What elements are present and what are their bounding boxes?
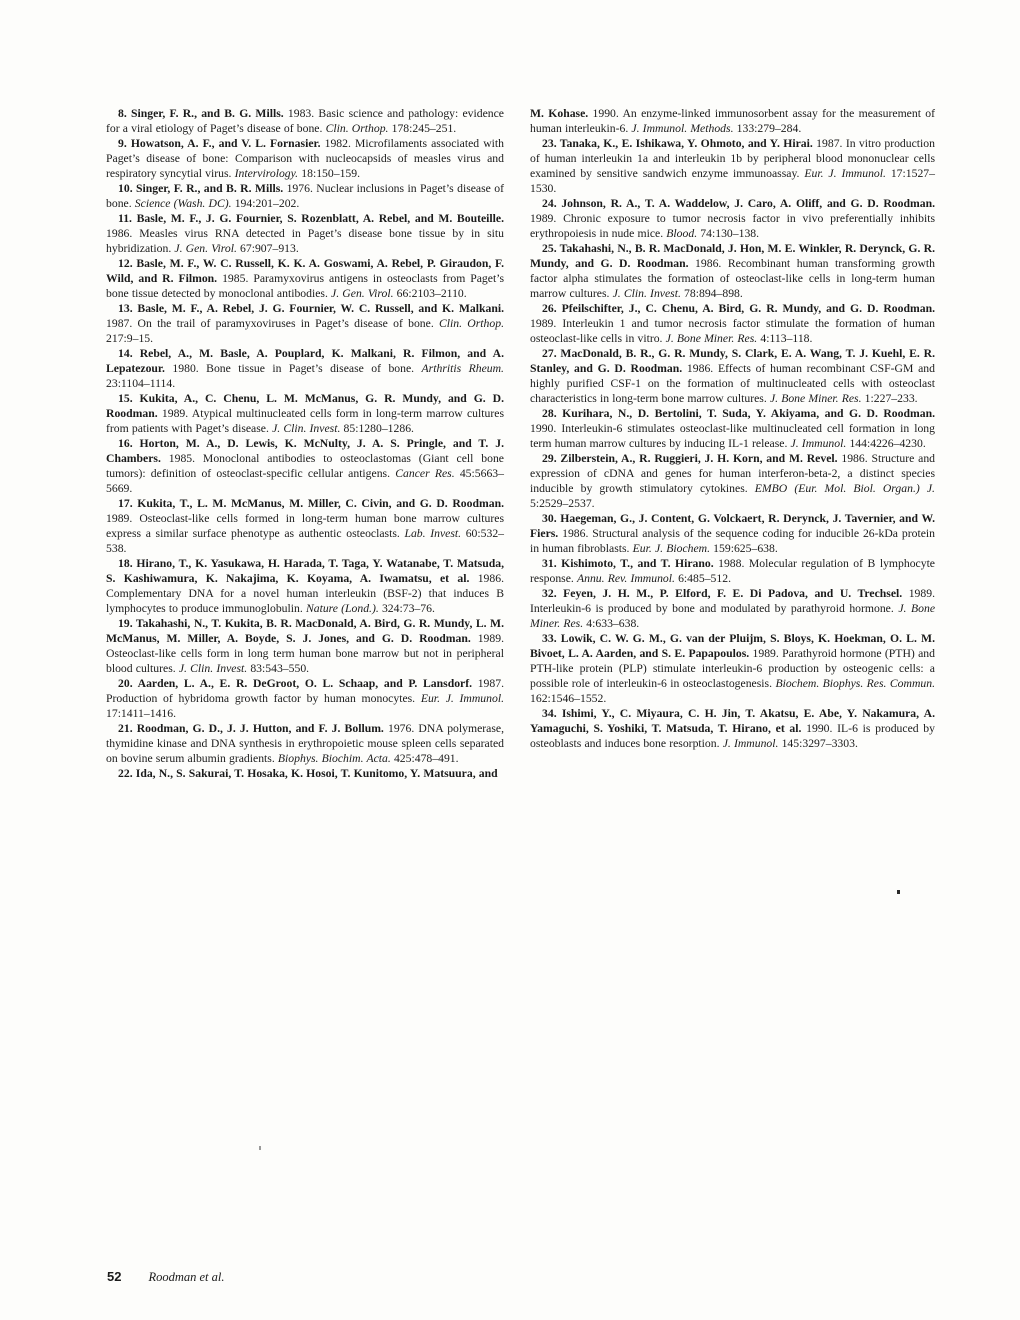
reference-journal: J. Bone Miner. Res. <box>665 332 758 345</box>
reference-pages: 74:130–138. <box>697 227 760 240</box>
reference-journal: Annu. Rev. Immunol. <box>576 572 675 585</box>
reference-journal: Clin. Orthop. <box>439 317 504 330</box>
reference-text: 1986. Measles virus RNA detected in Paget’s disease bone tissue by in situ hybridization. <box>106 227 504 255</box>
reference-authors: 19. Takahashi, N., T. Kukita, B. R. MacDonald, A. Bird, G. R. Mundy, L. M. McManus, M. Miller, A. Boyde, S. J. Jones, and G. D. Roodman. <box>106 617 504 645</box>
reference-authors: 34. Ishimi, Y., C. Miyaura, C. H. Jin, T. Akatsu, E. Abe, Y. Nakamura, A. Yamaguchi, S. Yoshiki, T. Matsuda, T. Hirano, et al. <box>530 707 935 735</box>
reference-journal: EMBO (Eur. Mol. Biol. Organ.) J. <box>754 482 935 495</box>
reference-journal: Lab. Invest. <box>404 527 462 540</box>
reference-journal: Clin. Orthop. <box>325 122 389 135</box>
reference-pages: 60:532–538. <box>106 527 505 555</box>
reference-entry <box>106 106 504 136</box>
reference-authors: 16. Horton, M. A., D. Lewis, K. McNulty, J. A. S. Pringle, and T. J. Chambers. <box>106 437 504 465</box>
scan-speck <box>259 1146 261 1150</box>
reference-authors: 27. MacDonald, B. R., G. R. Mundy, S. Clark, E. A. Wang, T. J. Kuehl, E. R. Stanley, and G. D. Roodman. <box>530 347 935 375</box>
reference-pages: 217:9–15. <box>106 332 154 345</box>
reference-pages: 17:1527–1530. <box>530 167 935 195</box>
running-title: Roodman et al. <box>148 1270 225 1284</box>
reference-entry <box>530 556 935 586</box>
reference-journal: Science (Wash. DC). <box>134 197 232 210</box>
references-section <box>106 106 935 781</box>
reference-pages: 162:1546–1552. <box>530 692 607 705</box>
reference-entry <box>106 211 504 256</box>
reference-text: 1988. Molecular regulation of B lymphocyte response. <box>530 557 935 585</box>
reference-pages: 66:2103–2110. <box>393 287 467 300</box>
page-footer <box>107 1268 225 1286</box>
reference-journal: Arthritis Rheum. <box>421 362 504 375</box>
reference-entry <box>106 676 504 721</box>
reference-authors: 15. Kukita, A., C. Chenu, L. M. McManus, G. R. Mundy, and G. D. Roodman. <box>106 392 504 420</box>
reference-pages: 133:279–284. <box>733 122 802 135</box>
reference-pages: 145:3297–3303. <box>778 737 858 750</box>
reference-journal: J. Clin. Invest. <box>272 422 341 435</box>
reference-pages: 85:1280–1286. <box>340 422 414 435</box>
reference-entry <box>530 136 935 196</box>
reference-authors: 9. Howatson, A. F., and V. L. Fornasier. <box>118 137 321 150</box>
reference-authors: 22. Ida, N., S. Sakurai, T. Hosaka, K. Hosoi, T. Kunitomo, Y. Matsuura, and <box>118 767 498 780</box>
reference-entry <box>530 406 935 451</box>
reference-journal: J. Immunol. <box>722 737 779 750</box>
reference-journal: Blood. <box>666 227 698 240</box>
reference-entry <box>106 616 504 676</box>
reference-text: 1986. Recombinant human transforming growth factor alpha stimulates the formation of osteoclast-like cells in long-term human marrow cultures. <box>530 257 936 300</box>
reference-text: 1986. Structural analysis of the sequence coding for inducible 26-kDa protein in human fibroblasts. <box>530 527 935 555</box>
reference-journal: Eur. J. Immunol. <box>804 167 886 180</box>
reference-entry <box>106 136 504 181</box>
reference-pages: 17:1411–1416. <box>106 707 177 720</box>
reference-entry <box>106 766 504 781</box>
reference-authors: 13. Basle, M. F., A. Rebel, J. G. Fournier, W. C. Russell, and K. Malkani. <box>118 302 504 315</box>
reference-text: 1982. Microfilaments associated with Paget’s disease of bone: Comparison with nucleocapsids of measles virus and respiratory syncytial virus. <box>106 137 504 180</box>
reference-journal: J. Immunol. <box>790 437 847 450</box>
scan-speck <box>897 890 900 894</box>
reference-authors: 28. Kurihara, N., D. Bertolini, T. Suda, Y. Akiyama, and G. D. Roodman. <box>542 407 935 420</box>
reference-text: 1989. Osteoclast-like cells form in long term human bone marrow but not in peripheral blood cultures. <box>106 632 505 675</box>
reference-authors: 18. Hirano, T., K. Yasukawa, H. Harada, T. Taga, Y. Watanabe, T. Matsuda, S. Kashiwamura, K. Nakajima, K. Koyama, A. Iwamatsu, et al. <box>106 557 504 585</box>
reference-authors: 20. Aarden, L. A., E. R. DeGroot, O. L. Schaap, and P. Lansdorf. <box>118 677 473 690</box>
reference-pages: 67:907–913. <box>236 242 299 255</box>
reference-text: 1987. In vitro production of human interleukin 1a and interleukin 1b by peripheral blood mononuclear cells examined by sensitive sandwich enzyme immunoassay. <box>530 137 935 180</box>
reference-authors: 12. Basle, M. F., W. C. Russell, K. K. A. Goswami, A. Rebel, P. Giraudon, F. Wild, and R. Filmon. <box>106 257 504 285</box>
reference-text: 1987. On the trail of paramyxoviruses in Paget’s disease of bone. <box>106 317 439 330</box>
reference-text: 1985. Paramyxovirus antigens in osteoclasts from Paget’s bone tissue detected by monoclonal antibodies. <box>106 272 505 300</box>
reference-text: 1986. Complementary DNA for a novel human interleukin (BSF-2) that induces B lymphocytes to produce immunoglobulin. <box>106 572 505 615</box>
reference-entry <box>530 631 935 706</box>
reference-entry <box>530 511 935 556</box>
reference-journal: J. Gen. Virol. <box>174 242 237 255</box>
reference-entry <box>530 451 935 511</box>
reference-pages: 4:633–638. <box>583 617 640 630</box>
reference-journal: Biophys. Biochim. Acta. <box>277 752 391 765</box>
reference-entry <box>106 256 504 301</box>
reference-pages: 18:150–159. <box>298 167 361 180</box>
reference-pages: 6:485–512. <box>674 572 732 585</box>
reference-authors: 8. Singer, F. R., and B. G. Mills. <box>118 107 284 120</box>
reference-entry <box>106 436 504 496</box>
reference-authors: 29. Zilberstein, A., R. Ruggieri, J. H. Korn, and M. Revel. <box>542 452 838 465</box>
reference-pages: 194:201–202. <box>231 197 300 210</box>
reference-text: 1986. Effects of human recombinant CSF-GM and highly purified CSF-1 on the formation of multinucleated cells with osteoclast characteristics in long-term bone marrow cultures. <box>530 362 935 405</box>
reference-journal: J. Clin. Invest. <box>612 287 681 300</box>
reference-pages: 83:543–550. <box>247 662 310 675</box>
reference-text: 1987. Production of hybridoma growth factor by human monocytes. <box>106 677 505 705</box>
reference-entry <box>530 301 935 346</box>
reference-authors: 10. Singer, F. R., and B. R. Mills. <box>118 182 284 195</box>
reference-authors: 26. Pfeilschifter, J., C. Chenu, A. Bird, G. R. Mundy, and G. D. Roodman. <box>542 302 935 315</box>
reference-journal: J. Bone Miner. Res. <box>769 392 862 405</box>
reference-text: 1990. Interleukin-6 stimulates osteoclast-like multinucleated cell formation in long term human marrow cultures by inducing IL-1 release. <box>530 422 935 450</box>
reference-authors: 31. Kishimoto, T., and T. Hirano. <box>542 557 714 570</box>
reference-pages: 23:1104–1114. <box>106 377 176 390</box>
reference-entry <box>530 586 935 631</box>
reference-text: 1989. Interleukin 1 and tumor necrosis factor stimulate the formation of human osteoclast-like cells in vitro. <box>530 317 935 345</box>
reference-pages: 324:73–76. <box>378 602 435 615</box>
reference-entry <box>530 706 935 751</box>
reference-authors: 24. Johnson, R. A., T. A. Waddelow, J. Caro, A. Oliff, and G. D. Roodman. <box>542 197 935 210</box>
reference-authors: 23. Tanaka, K., E. Ishikawa, Y. Ohmoto, and Y. Hirai. <box>542 137 813 150</box>
reference-entry <box>106 496 504 556</box>
reference-pages: 5:2529–2537. <box>530 497 595 510</box>
reference-pages: 159:625–638. <box>710 542 778 555</box>
reference-entry <box>106 346 504 391</box>
reference-text: 1989. Osteoclast-like cells formed in long-term human bone marrow cultures express a similar surface phenotype as authentic osteoclasts. <box>106 512 504 540</box>
reference-entry <box>106 556 504 616</box>
reference-journal: J. Immunol. Methods. <box>631 122 734 135</box>
reference-entry <box>530 241 935 301</box>
reference-pages: 144:4226–4230. <box>846 437 926 450</box>
reference-journal: Intervirology. <box>234 167 299 180</box>
reference-pages: 4:113–118. <box>757 332 813 345</box>
reference-pages: 425:478–491. <box>390 752 459 765</box>
reference-text: 1983. Basic science and pathology: evidence for a viral etiology of Paget’s disease of bone. <box>106 107 504 135</box>
reference-journal: Biochem. Biophys. Res. Commun. <box>775 677 935 690</box>
reference-journal: Eur. J. Immunol. <box>420 692 505 705</box>
reference-text: 1989. Atypical multinucleated cells form in long-term marrow cultures from patients with Paget’s disease. <box>106 407 504 435</box>
reference-entry <box>530 106 935 136</box>
reference-journal: Eur. J. Biochem. <box>632 542 711 555</box>
reference-text: 1985. Monoclonal antibodies to osteoclastomas (Giant cell bone tumors): definition of osteoclast-specific cellular antigens. <box>106 452 504 480</box>
page-number: 52 <box>107 1269 122 1284</box>
reference-text: 1990. An enzyme-linked immunosorbent assay for the measurement of human interleukin-6. <box>530 107 935 135</box>
reference-authors: 32. Feyen, J. H. M., P. Elford, F. E. Di Padova, and U. Trechsel. <box>542 587 903 600</box>
reference-authors: 11. Basle, M. F., J. G. Fournier, S. Rozenblatt, A. Rebel, and M. Bouteille. <box>118 212 504 225</box>
reference-text: 1989. Parathyroid hormone (PTH) and PTH-like protein (PLP) stimulate interleukin-6 production by osteogenic cells: a possible role of interleukin-6 in osteoclastogenesis. <box>530 647 935 690</box>
reference-text: 1989. Chronic exposure to tumor necrosis factor in vivo preferentially inhibits erythropoiesis in nude mice. <box>530 212 935 240</box>
reference-entry <box>106 301 504 346</box>
reference-text: 1976. DNA polymerase, thymidine kinase and DNA synthesis in erythropoietic mouse spleen cells separated on bovine serum albumin gradients. <box>106 722 505 765</box>
reference-text: 1986. Structure and expression of cDNA and genes for human interferon-beta-2, a distinct species inducible by growth stimulatory cytokines. <box>530 452 936 495</box>
reference-pages: 1:227–233. <box>861 392 918 405</box>
references-column-left <box>106 106 504 781</box>
reference-text: 1976. Nuclear inclusions in Paget’s disease of bone. <box>106 182 504 210</box>
reference-authors: 17. Kukita, T., L. M. McManus, M. Miller, C. Civin, and G. D. Roodman. <box>118 497 504 510</box>
reference-authors: 25. Takahashi, N., B. R. MacDonald, J. Hon, M. E. Winkler, R. Derynck, G. R. Mundy, and G. D. Roodman. <box>530 242 935 270</box>
reference-entry <box>106 391 504 436</box>
reference-pages: 45:5663–5669. <box>106 467 504 495</box>
reference-authors: 30. Haegeman, G., J. Content, G. Volckaert, R. Derynck, J. Tavernier, and W. Fiers. <box>530 512 935 540</box>
reference-entry <box>530 196 935 241</box>
reference-authors: 14. Rebel, A., M. Basle, A. Pouplard, K. Malkani, R. Filmon, and A. Lepatezour. <box>106 347 504 375</box>
reference-journal: Cancer Res. <box>395 467 455 480</box>
reference-journal: J. Gen. Virol. <box>331 287 394 300</box>
reference-text: 1980. Bone tissue in Paget’s disease of bone. <box>164 362 422 375</box>
reference-entry <box>106 181 504 211</box>
reference-entry <box>530 346 935 406</box>
reference-entry <box>106 721 504 766</box>
reference-text: 1989. Interleukin-6 is produced by bone and modulated by parathyroid hormone. <box>530 587 936 615</box>
reference-journal: Nature (Lond.). <box>305 602 379 615</box>
reference-authors: M. Kohase. <box>530 107 589 120</box>
reference-pages: 78:894–898. <box>680 287 743 300</box>
reference-text: 1990. IL-6 is produced by osteoblasts and induces bone resorption. <box>530 722 935 750</box>
reference-pages: 178:245–251. <box>388 122 457 135</box>
reference-journal: J. Clin. Invest. <box>178 662 248 675</box>
reference-authors: 21. Roodman, G. D., J. J. Hutton, and F. J. Bollum. <box>118 722 384 735</box>
reference-authors: 33. Lowik, C. W. G. M., G. van der Pluijm, S. Bloys, K. Hoekman, O. L. M. Bivoet, L. A. Aarden, and S. E. Papapoulos. <box>530 632 935 660</box>
references-column-right <box>530 106 935 781</box>
reference-journal: J. Bone Miner. Res. <box>530 602 936 630</box>
